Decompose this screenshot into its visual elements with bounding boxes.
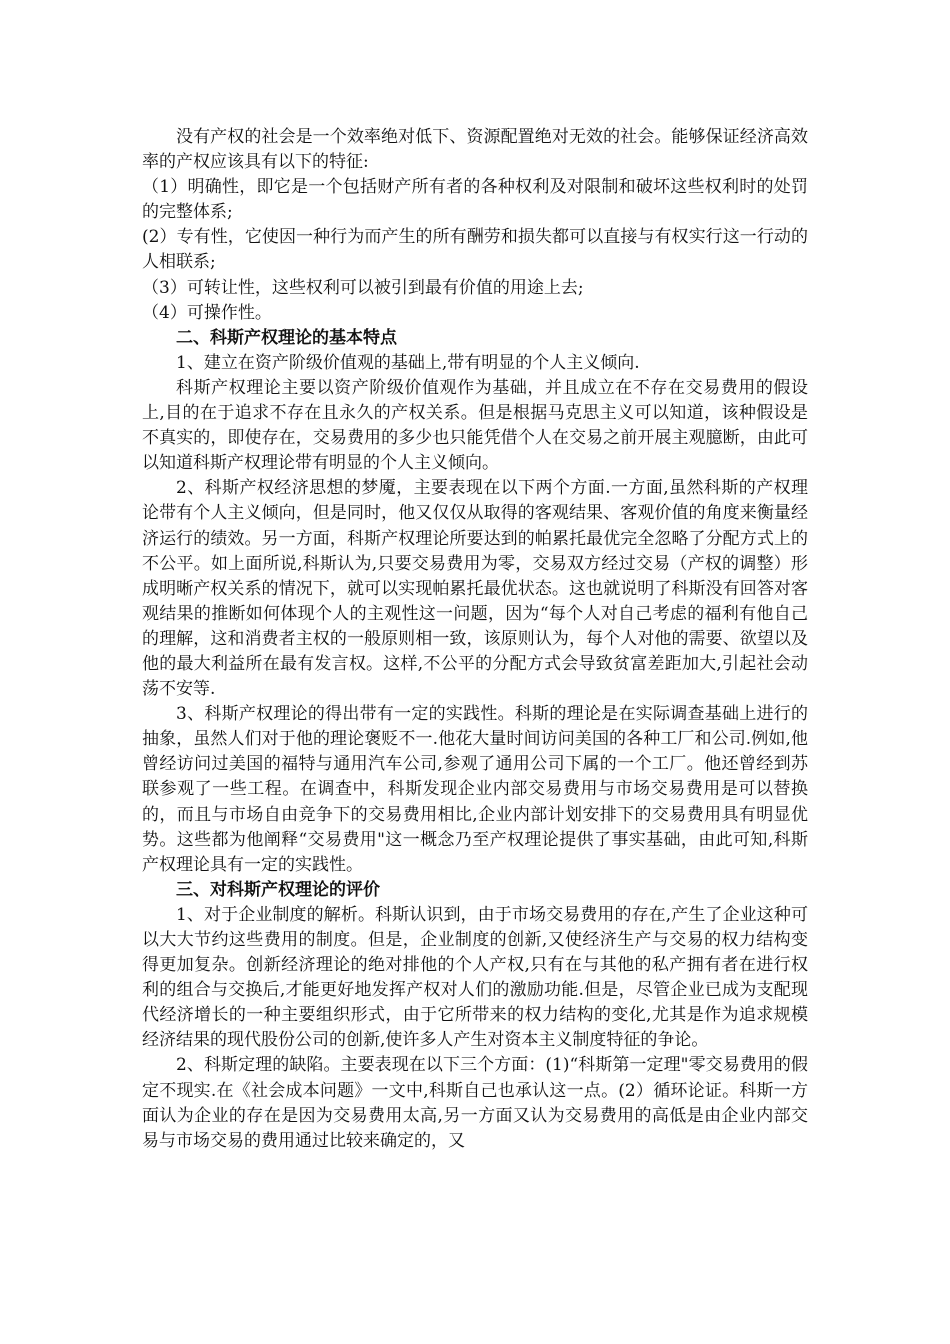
- paragraph-feature-2: 2、科斯产权经济思想的梦魇，主要表现在以下两个方面.一方面,虽然科斯的产权理论带有个人主义倾向，但是同时，他又仅仅从取得的客观结果、客观价值的角度来衡量经济运行的绩效。另一方面，科斯产权理论所要达到的帕累托最优完全忽略了分配方式上的不公平。如上面所说,科斯认为,只要交易费用为零，交易双方经过交易（产权的调整）形成明晰产权关系的情况下，就可以实现帕累托最优状态。这也就说明了科斯没有回答对客观结果的推断如何体现个人的主观性这一问题，因为“每个人对自己考虑的福利有他自己的理解，这和消费者主权的一般原则相一致，该原则认为，每个人对他的需要、欲望以及他的最大利益所在最有发言权。这样,不公平的分配方式会导致贫富差距加大,引起社会动荡不安等.: [142, 478, 808, 700]
- paragraph-feature-3: 3、科斯产权理论的得出带有一定的实践性。科斯的理论是在实际调查基础上进行的抽象，虽然人们对于他的理论褒贬不一.他花大量时间访问美国的各种工厂和公司.例如,他曾经访问过美国的福特与通用汽车公司,参观了通用公司下属的一个工厂。他还曾经到苏联参观了一些工程。在调查中，科斯发现企业内部交易费用与市场交易费用是可以替换的，而且与市场自由竞争下的交易费用相比,企业内部计划安排下的交易费用具有明显优势。这些都为他阐释“交易费用"这一概念乃至产权理论提供了事实基础，由此可知,科斯产权理论具有一定的实践性。: [142, 704, 808, 875]
- document-body: [142, 125, 808, 1154]
- section-heading-evaluation: 三、对科斯产权理论的评价: [176, 879, 380, 900]
- paragraph-evaluation-2: 2、科斯定理的缺陷。主要表现在以下三个方面：(1)“科斯第一定理"零交易费用的假定不现实.在《社会成本问题》一文中,科斯自己也承认这一点。(2）循环论证。科斯一方面认为企业的存在是因为交易费用太高,另一方面又认为交易费用的高低是由企业内部交易与市场交易的费用通过比较来确定的，又: [142, 1055, 808, 1151]
- paragraph-property-rights-intro: 没有产权的社会是一个效率绝对低下、资源配置绝对无效的社会。能够保证经济高效率的产权应该具有以下的特征:: [142, 127, 808, 173]
- section-heading-basic-features: 二、科斯产权理论的基本特点: [176, 327, 397, 348]
- paragraph-evaluation-1: 1、对于企业制度的解析。科斯认识到，由于市场交易费用的存在,产生了企业这种可以大大节约这些费用的制度。但是，企业制度的创新,又使经济生产与交易的权力结构变得更加复杂。创新经济理论的绝对排他的个人产权,只有在与其他的私产拥有者在进行权利的组合与交换后,才能更好地发挥产权对人们的激励功能.但是，尽管企业已成为支配现代经济增长的一种主要组织形式，由于它所带来的权力结构的变化,尤其是作为追求规模经济结果的现代股份公司的创新,使许多人产生对资本主义制度特征的争论。: [142, 904, 808, 1051]
- paragraph-feature-1-body: 科斯产权理论主要以资产阶级价值观作为基础，并且成立在不存在交易费用的假设上,目的在于追求不存在且永久的产权关系。但是根据马克思主义可以知道，该种假设是不真实的，即使存在，交易费用的多少也只能凭借个人在交易之前开展主观臆断，由此可以知道科斯产权理论带有明显的个人主义倾向。: [142, 377, 808, 474]
- paragraph-feature-1-title: 1、建立在资产阶级价值观的基础上,带有明显的个人主义倾向.: [176, 352, 640, 373]
- list-item-operability: （4）可操作性。: [142, 302, 272, 323]
- list-item-exclusivity: (2）专有性，它使因一种行为而产生的所有酬劳和损失都可以直接与有权实行这一行动的人相联系;: [142, 227, 808, 273]
- list-item-clarity: （1）明确性，即它是一个包括财产所有者的各种权利及对限制和破坏这些权利时的处罚的完整体系;: [142, 177, 808, 223]
- list-item-transferability: （3）可转让性，这些权利可以被引到最有价值的用途上去;: [142, 277, 584, 298]
